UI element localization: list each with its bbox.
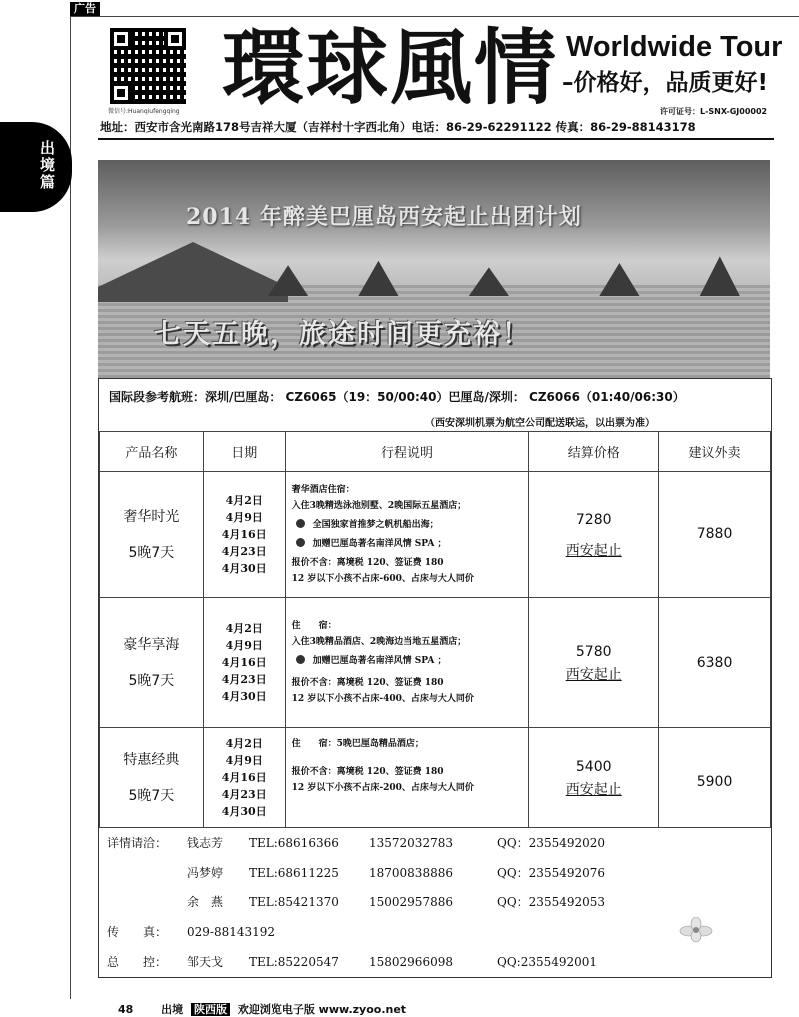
contact-mobile: 18700838886 [369, 866, 453, 880]
date-list: 4月2日 4月9日 4月16日 4月23日 4月30日 [203, 728, 285, 828]
price-origin: 西安起止 [565, 781, 622, 798]
itinerary-description: 住 宿：5晚巴厘岛精品酒店； 报价不含：离境税 120、签证费 180 12 岁以下小孩不占床-200、占床与大人同价 [285, 728, 529, 828]
flight-note: （西安深圳机票为航空公司配送联运，以出票为准） [425, 418, 655, 429]
tour-info-box [98, 378, 772, 978]
itinerary-description: 奢华酒店住宿： 入住3晚精选泳池别墅、2晚国际五星酒店； 全国独家首推梦之帆机船出海； 加赠巴厘岛著名南洋风情 SPA ； 报价不含：离境税 120、签证费 180 12 岁以下小孩不占床-600、占床与大人同价 [285, 472, 529, 598]
ad-label: 广告 [70, 2, 100, 16]
retail-price: 6380 [696, 654, 733, 671]
banner-subtitle: 七天五晚，旅途时间更充裕！ [154, 319, 531, 350]
contact-name: 邹天戈 [187, 955, 224, 969]
contact-mobile: 15002957886 [369, 895, 453, 909]
bullet-icon [296, 538, 305, 547]
product-duration: 5晚7天 [128, 787, 175, 804]
contact-name: 钱志芳 [187, 836, 224, 850]
contact-tel: TEL:68611225 [249, 866, 339, 880]
contact-qq: QQ：2355492053 [497, 895, 606, 909]
qr-caption: 微信号:Huanqiufengqing [108, 108, 180, 115]
product-name: 奢华时光 [123, 508, 180, 525]
footer-tag: 陕西版 [191, 1003, 230, 1016]
address-line: 地址：西安市含光南路178号吉祥大厦（吉祥村十字西北角）电话：86-29-62291122 传真：86-29-88143178 [100, 120, 696, 134]
bullet-icon [296, 655, 305, 664]
contact-tel: TEL:85421370 [249, 895, 339, 909]
contact-label: 详情请洽： [107, 836, 168, 850]
control-label: 总 控： [107, 955, 168, 969]
contact-qq: QQ：2355492020 [497, 836, 606, 850]
contact-qq: QQ：2355492076 [497, 866, 606, 880]
flight-line: 国际段参考航班：深圳/巴厘岛： CZ6065（19：50/00:40）巴厘岛/深圳： CZ6066（01:40/06:30） [109, 390, 685, 404]
flower-icon [679, 917, 713, 943]
page-number: 48 [118, 1003, 134, 1016]
settlement-price: 5400 [575, 758, 612, 775]
col-header: 行程说明 [285, 432, 529, 472]
fax-number: 029-88143192 [187, 925, 276, 939]
contact-mobile: 13572032783 [369, 836, 453, 850]
retail-price: 7880 [696, 526, 733, 542]
col-header: 日期 [203, 432, 285, 472]
bullet-icon [296, 519, 305, 528]
contact-tel: TEL:68616366 [249, 836, 339, 850]
product-name: 豪华享海 [123, 636, 180, 653]
brand-name-cn: 環球風情 [222, 21, 559, 116]
hut-graphic [98, 242, 288, 302]
col-header: 结算价格 [529, 432, 659, 472]
col-header: 建议外卖 [659, 432, 771, 472]
header-divider [98, 138, 774, 140]
price-origin: 西安起止 [565, 666, 622, 683]
contact-mobile: 15802966098 [369, 955, 453, 969]
product-duration: 5晚7天 [128, 544, 175, 561]
side-tab-label: 出境篇 [40, 139, 56, 191]
contact-qq: QQ:2355492001 [497, 955, 598, 969]
date-list: 4月2日 4月9日 4月16日 4月23日 4月30日 [203, 598, 285, 728]
qr-code [110, 28, 186, 104]
footer-text: 欢迎浏览电子版 www.zyoo.net [237, 1003, 407, 1016]
banner-title: 2014 年醉美巴厘岛西安起止出团计划 [186, 204, 582, 230]
settlement-price: 5780 [575, 643, 612, 660]
settlement-price: 7280 [575, 511, 612, 528]
brand-name-en: Worldwide Tour [566, 31, 783, 63]
page-footer [118, 1001, 406, 1017]
col-header: 产品名称 [100, 432, 204, 472]
brand-slogan: –价格好，品质更好! [562, 70, 768, 96]
table-row [100, 598, 771, 728]
footer-section: 出境 [161, 1003, 184, 1016]
price-origin: 西安起止 [565, 542, 622, 559]
retail-price: 5900 [696, 774, 733, 790]
contact-name: 余 燕 [187, 895, 224, 909]
table-row [100, 728, 771, 828]
itinerary-description: 住 宿： 入住3晚精品酒店、2晚海边当地五星酒店； 加赠巴厘岛著名南洋风情 SPA ； 报价不含：离境税 120、签证费 180 12 岁以下小孩不占床-400、占床与大人同价 [285, 598, 529, 728]
fax-label: 传 真： [107, 925, 168, 939]
product-name: 特惠经典 [123, 751, 180, 768]
section-side-tab [0, 122, 72, 212]
table-row [100, 472, 771, 598]
license-number: 许可证号：L-SNX-GJ00002 [660, 107, 768, 116]
contact-tel: TEL:85220547 [249, 955, 339, 969]
table-header-row [100, 432, 771, 472]
banner-image [98, 160, 770, 378]
date-list: 4月2日 4月9日 4月16日 4月23日 4月30日 [203, 472, 285, 598]
product-table [99, 431, 771, 828]
product-duration: 5晚7天 [128, 672, 175, 689]
contact-name: 冯梦婷 [187, 866, 224, 880]
